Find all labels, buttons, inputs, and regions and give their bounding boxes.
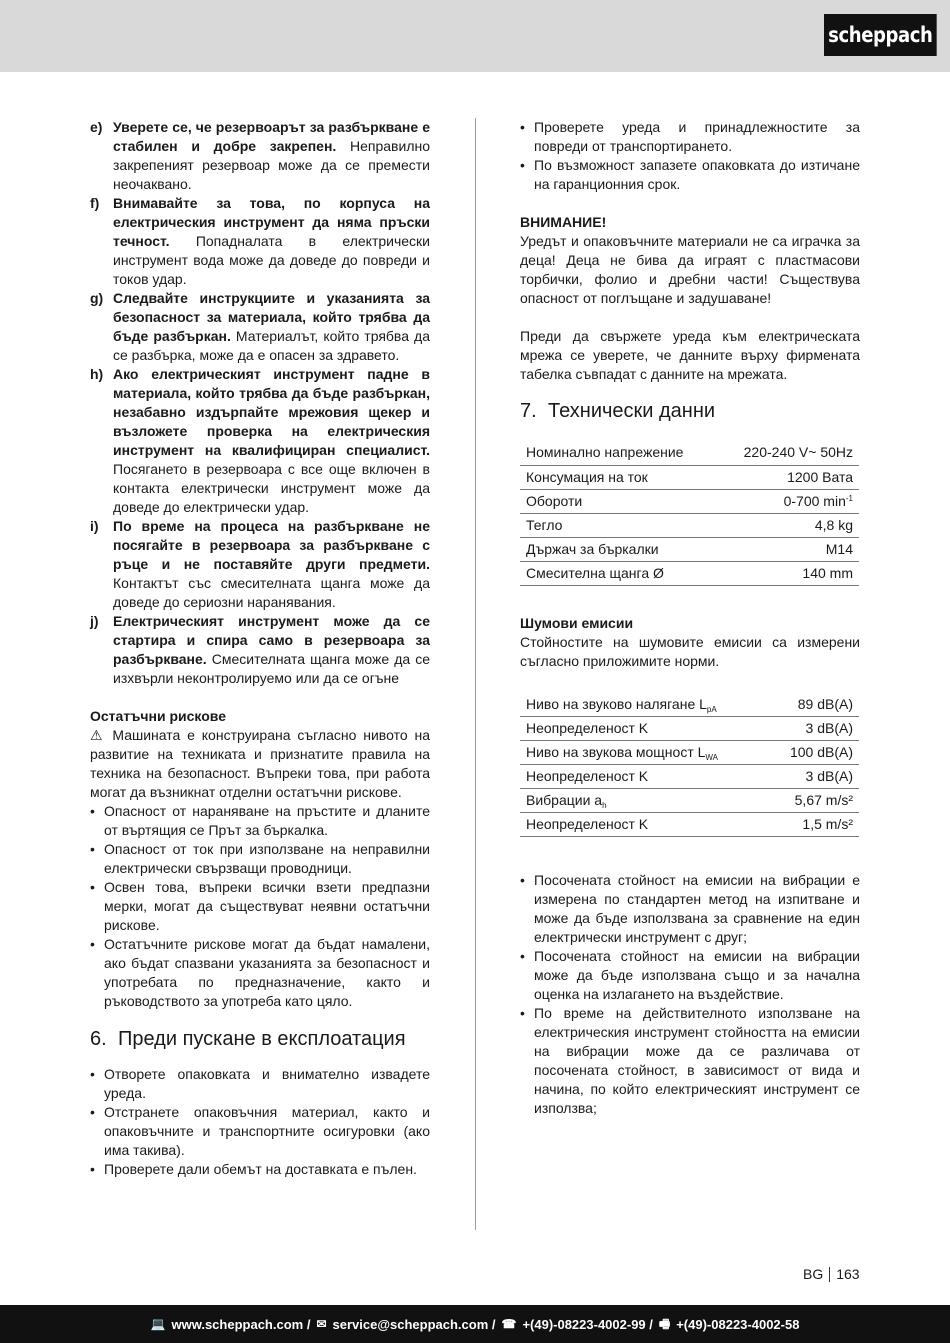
noise-label-text: Вибрации a <box>526 792 603 808</box>
attention-text: Уредът и опаковъчните материали не са играчка за деца! Деца не бива да играят с пластмасови торбички, фолио и дребни части! Съществува опасност от поглъщане и задушаване! <box>520 233 860 306</box>
section-number: 6. <box>90 1028 107 1050</box>
noise-label-sub: pA <box>706 704 717 714</box>
table-row <box>520 465 859 489</box>
bullet-text: Опасност от нараняване на пръстите и дланите от въртящия се Прът за бъркалка. <box>104 803 430 838</box>
residual-intro-text: Машината е конструирана съгласно нивото на развитие на техниката и признатите правила на техника на безопасност. Въпреки това, при работа могат да възникнат отделни остатъчни рискове. <box>90 727 430 800</box>
section-number: 7. <box>520 400 537 422</box>
item-label: i) <box>90 518 99 534</box>
bullet-text: Посочената стойност на емисии на вибрации може да бъде използвана също и за начална оценка на излагането на въздействие. <box>534 948 860 1002</box>
noise-value: 89 dB(A) <box>768 693 859 717</box>
item-text: Попадналата в електрически инструмент вода може да доведе до повреди и токов удар. <box>113 233 430 287</box>
residual-risks-intro <box>90 726 430 802</box>
noise-intro: Стойностите на шумовите емисии са измерени съгласно приложимите норми. <box>520 633 860 669</box>
scheppach-logo: scheppach <box>824 14 937 56</box>
spec-value: 220-240 V~ 50Hz <box>718 441 859 465</box>
email-icon: ✉ <box>316 1316 327 1331</box>
safety-item-e <box>90 118 430 194</box>
list-item: • Проверете уреда и принадлежностите за повреди от транспортирането. <box>520 119 860 154</box>
noise-table <box>520 693 859 838</box>
column-divider <box>475 118 476 1230</box>
computer-icon: 💻 <box>150 1316 166 1331</box>
right-column <box>520 118 860 1118</box>
header-band <box>0 0 950 72</box>
bullet-text: По възможност запазете опаковката до изтичане на гаранционния срок. <box>534 157 860 192</box>
page-number-separator <box>829 1267 830 1282</box>
list-item: • Опасност от нараняване на пръстите и дланите от въртящия се Прът за бъркалка. <box>90 803 430 838</box>
spec-value: 4,8 kg <box>718 513 859 537</box>
noise-label: Неопределеност K <box>520 765 768 789</box>
list-item: • Опасност от ток при използване на неправилни електрически свързващи проводници. <box>90 841 430 876</box>
item-text: Смесителната щанга може да се изхвърли неконтролируемо или да се огъне <box>113 651 430 686</box>
list-item: • По време на действителното използване на електрическия инструмент стойността на емисии на вибрации може да се различава от посочената стойност, в зависимост от вида и начина, по който електрическият инструмент се използва; <box>520 1005 860 1116</box>
spec-value <box>718 489 859 513</box>
section-7-heading <box>520 399 860 423</box>
table-row <box>520 789 859 813</box>
item-bold: Уверете се, че резервоарът за разбъркване е стабилен и добре закрепен. <box>113 119 430 154</box>
noise-label: Неопределеност K <box>520 717 768 741</box>
noise-label-sub: WA <box>705 753 718 762</box>
bullet-text: Проверете уреда и принадлежностите за повреди от транспортирането. <box>534 119 860 154</box>
technical-data-table <box>520 441 859 586</box>
bullet-text: Посочената стойност на емисии на вибрации е измерена по стандартен метод на изпитване и може да бъде използвана за сравнение на един електрически инструмент с друг; <box>534 872 860 945</box>
phone-icon: ☎ <box>501 1316 517 1331</box>
noise-label-text: Ниво на звуково налягане L <box>526 695 707 712</box>
table-row <box>520 489 859 513</box>
section-title: Технически данни <box>548 400 716 422</box>
noise-label: Неопределеност K <box>520 813 768 837</box>
item-bold: По време на процеса на разбъркване не посягайте в резервоара за разбъркване с ръце и не поставяйте други предмети. <box>113 518 430 572</box>
spec-label: Държач за бъркалки <box>520 537 718 561</box>
list-item: • Освен това, въпреки всички взети предпазни мерки, могат да съществуват неявни остатъчни рискове. <box>90 879 430 933</box>
item-label: h) <box>90 366 104 382</box>
table-row <box>520 441 859 465</box>
safety-item-h <box>90 365 430 517</box>
noise-label <box>520 741 768 765</box>
spec-label: Номинално напрежение <box>520 441 718 465</box>
table-row <box>520 693 859 717</box>
footer-contact-bar <box>0 1305 950 1343</box>
safety-item-f <box>90 194 430 289</box>
safety-item-j <box>90 612 430 688</box>
section-title: Преди пускане в експлоатация <box>118 1028 406 1050</box>
noise-label <box>520 789 768 813</box>
page-number <box>803 1265 860 1284</box>
item-bold: Следвайте инструкциите и указанията за безопасност за материала, който трябва да бъде разбъркан. <box>113 290 430 344</box>
footer-phone: +(49)-08223-4002-99 / <box>522 1316 653 1332</box>
item-label: f) <box>90 195 100 211</box>
bullet-text: Опасност от ток при използване на неправилни електрически свързващи проводници. <box>104 841 430 876</box>
list-item: • Посочената стойност на емисии на вибрации е измерена по стандартен метод на изпитване и може да бъде използвана за сравнение на един електрически инструмент с друг; <box>520 872 860 945</box>
spec-label: Консумация на ток <box>520 465 718 489</box>
bullet-text: Освен това, въпреки всички взети предпазни мерки, могат да съществуват неявни остатъчни рискове. <box>104 879 430 933</box>
item-label: e) <box>90 119 103 135</box>
list-item: • Отстранете опаковъчния материал, както и опаковъчните и транспортните осигуровки (ако има такива). <box>90 1104 430 1158</box>
item-label: j) <box>90 613 99 629</box>
fax-icon: 🖷 <box>658 1316 671 1331</box>
spec-label: Смесителна щанга Ø <box>520 561 718 585</box>
list-item: • Проверете дали обемът на доставката е пълен. <box>90 1160 430 1179</box>
safety-item-g <box>90 289 430 365</box>
spec-value: M14 <box>718 537 859 561</box>
table-row <box>520 717 859 741</box>
connect-note: Преди да свържете уреда към електрическата мрежа се уверете, че данните върху фирмената табелка съвпадат с данните на мрежата. <box>520 328 860 382</box>
table-row <box>520 765 859 789</box>
item-text: Материалът, който трябва да се разбърка, може да е опасен за здравето. <box>113 328 430 363</box>
bullet-text: Остатъчните рискове могат да бъдат намалени, ако бъдат спазвани указанията за безопасност и употребата по предназначение, както и ръководството за употреба като цяло. <box>104 936 430 1009</box>
noise-value: 100 dB(A) <box>768 741 859 765</box>
footer-website[interactable]: www.scheppach.com / <box>171 1316 311 1332</box>
list-item: • Посочената стойност на емисии на вибрации може да бъде използвана също и за начална оценка на излагането на въздействие. <box>520 948 860 1002</box>
list-item: • Остатъчните рискове могат да бъдат намалени, ако бъдат спазвани указанията за безопасност и употребата по предназначение, както и ръководството за употреба като цяло. <box>90 936 430 1009</box>
bullet-text: По време на действителното използване на електрическия инструмент стойността на емисии на вибрации може да се различава от посочената стойност, в зависимост от вида и начина, по който електрическият инструмент се използва; <box>534 1005 860 1116</box>
bullet-text: Отстранете опаковъчния материал, както и опаковъчните и транспортните осигуровки (ако има такива). <box>104 1104 430 1158</box>
noise-value: 3 dB(A) <box>768 765 859 789</box>
table-row <box>520 813 859 837</box>
noise-label-sub: h <box>602 801 607 810</box>
section-6-heading <box>90 1027 430 1051</box>
item-text: Контактът със смесителната щанга може да доведе до сериозни наранявания. <box>113 575 430 610</box>
footer-fax: +(49)-08223-4002-58 <box>676 1316 800 1332</box>
spec-value: 1200 Вата <box>718 465 859 489</box>
table-row <box>520 537 859 561</box>
spec-value-text: 0-700 min <box>783 492 846 509</box>
item-text: Посягането в резервоара с все още включен в контакта електрически инструмент може да доведе до електрически удар. <box>113 461 430 515</box>
noise-value: 5,67 m/s² <box>768 789 859 813</box>
noise-label-text: Ниво на звукова мощност L <box>526 744 706 760</box>
item-bold: Внимавайте за това, по корпуса на електрическия инструмент да няма пръски течност. <box>113 195 430 249</box>
warning-icon: ⚠ <box>90 727 106 743</box>
table-row <box>520 513 859 537</box>
page-lang: BG <box>803 1266 824 1282</box>
table-row <box>520 741 859 765</box>
spec-value-sup: -1 <box>845 493 853 503</box>
item-bold: Ако електрическият инструмент падне в материала, който трябва да бъде разбъркан, незабавно издърпайте мрежовия щекер и възложете проверка на електрическия инструмент на квалифициран специалист. <box>113 366 430 458</box>
spec-label: Тегло <box>520 513 718 537</box>
noise-value: 1,5 m/s² <box>768 813 859 837</box>
left-column <box>90 118 430 1179</box>
noise-heading: Шумови емисии <box>520 614 634 631</box>
spec-label: Обороти <box>520 489 718 513</box>
noise-label <box>520 693 768 717</box>
safety-item-i <box>90 517 430 612</box>
noise-value: 3 dB(A) <box>768 717 859 741</box>
residual-risks-heading: Остатъчни рискове <box>90 708 226 724</box>
footer-email[interactable]: service@scheppach.com / <box>332 1316 496 1332</box>
attention-heading: ВНИМАНИЕ! <box>520 214 607 230</box>
bullet-text: Проверете дали обемът на доставката е пълен. <box>104 1161 417 1177</box>
spec-value: 140 mm <box>718 561 859 585</box>
item-text: Неправилно закрепеният резервоар може да се премести неочаквано. <box>113 138 431 192</box>
list-item: • Отворете опаковката и внимателно извадете уреда. <box>90 1066 430 1101</box>
table-row <box>520 561 859 585</box>
bullet-text: Отворете опаковката и внимателно извадете уреда. <box>104 1066 430 1101</box>
item-label: g) <box>90 290 104 306</box>
list-item: • По възможност запазете опаковката до изтичане на гаранционния срок. <box>520 157 860 192</box>
page-number-value: 163 <box>836 1266 860 1282</box>
item-bold: Електрическият инструмент може да се стартира и спира само в резервоара за разбъркване. <box>113 613 430 667</box>
